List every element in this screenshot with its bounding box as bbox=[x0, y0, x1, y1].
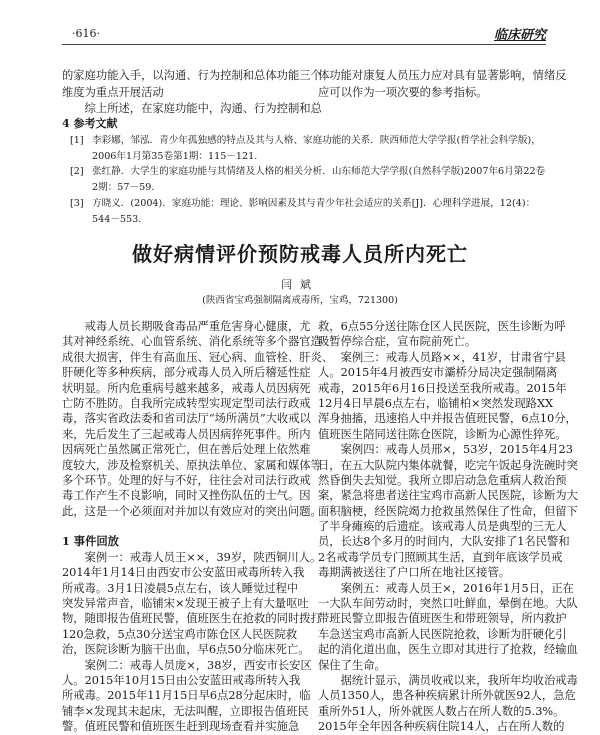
text-line: 起的消化道出血，医生立即对其进行了抢救，经输血 bbox=[318, 643, 578, 657]
reference-number: [3] bbox=[70, 197, 84, 209]
reference-text: 张红静．大学生的家庭功能与其情绪及人格的相关分析．山东师范大学学报(自然科学版)2007年6月第22卷2期：57－59. bbox=[92, 166, 546, 194]
text-line: 重所外51人，所外就医人数占在所人数的5.3%。 bbox=[318, 704, 565, 718]
text-line: 案例二：戒毒人员庞×，38岁，西安市长安区 bbox=[84, 658, 312, 672]
text-line: 案，紧急将患者送往宝鸡市高新人民医院，诊断为大 bbox=[318, 489, 578, 503]
paragraph bbox=[318, 581, 578, 673]
paragraph bbox=[62, 658, 312, 735]
text-line: 一大队车间劳动时，突然口吐鲜血，晕倒在地。大队 bbox=[318, 597, 578, 611]
text-line: 案例三：戒毒人员路××，41岁，甘肃省宁县 bbox=[340, 350, 566, 364]
text-line: 案例四：戒毒人员邢×，53岁，2015年4月23 bbox=[340, 443, 573, 457]
text-line: 所戒毒。2015年11月15日早6点28分起床时，临 bbox=[62, 689, 311, 703]
text-line: 人员1350人，患各种疾病累计所外就医92人，急危 bbox=[318, 689, 576, 703]
text-line: 体功能对康复人员压力应对具有显著影响，情绪反 bbox=[318, 69, 567, 82]
paragraph bbox=[318, 350, 577, 442]
paragraph bbox=[318, 442, 578, 581]
text-line: 警。值班民警和值班医生赶到现场查看并实施急 bbox=[62, 720, 300, 734]
text-line: 120急救，5点30分送宝鸡市陈仓区人民医院救 bbox=[62, 627, 298, 641]
blank-line bbox=[62, 519, 296, 534]
article-left-column bbox=[62, 319, 334, 735]
text-line: 了半身瘫痪的后遗症。该戒毒人员是典型的三无人 bbox=[318, 520, 567, 534]
reference-item bbox=[62, 164, 546, 196]
text-line: 毒，落实省政法委和省司法厅“场所满员”大收戒以 bbox=[62, 412, 311, 426]
text-line: 因病死亡虽然属正常死亡，但在善后处理上依然难 bbox=[62, 443, 311, 457]
text-line: 度较大，涉及检察机关、原执法单位、家属和媒体等 bbox=[62, 458, 322, 472]
text-line: 车急送宝鸡市高新人民医院抢救，诊断为肝硬化引 bbox=[318, 627, 567, 641]
text-line: 2名戒毒学员专门照顾其生活，直到年底该学员戒 bbox=[318, 550, 563, 564]
text-line: 综上所述，在家庭功能中，沟通、行为控制和总 bbox=[84, 102, 322, 116]
paragraph bbox=[62, 68, 322, 101]
prev-article-left-column bbox=[62, 68, 322, 118]
text-line: 然昏倒失去知觉。我所立即启动急危重病人救治预 bbox=[318, 473, 567, 487]
text-line: 日，在五大队院内集体就餐，吃完午饭起身洗碗时突 bbox=[318, 458, 578, 472]
text-line: 面积脑梗，经医院竭力抢救虽然保住了性命，但留下 bbox=[318, 504, 578, 518]
text-line: 员，长达8个多月的时间内，大队安排了1名民警和 bbox=[318, 535, 570, 549]
text-line: 值班医生陪同送往陈仓医院，诊断为心源性猝死。 bbox=[318, 427, 567, 441]
reference-item bbox=[62, 196, 546, 228]
article-right-column bbox=[318, 319, 578, 735]
text-line: 据统计显示，满员收戒以来，我所年均收治戒毒 bbox=[340, 673, 578, 687]
reference-number: [2] bbox=[70, 166, 84, 178]
text-line: 毒工作产生不良影响，同时又挫伤队伍的士气。因 bbox=[62, 489, 311, 503]
journal-section: 临床研究 bbox=[493, 28, 546, 43]
reference-item bbox=[62, 133, 546, 165]
references bbox=[62, 116, 546, 228]
header-rule bbox=[62, 44, 546, 45]
text-line: 保住了生命。 bbox=[318, 658, 386, 672]
reference-list bbox=[62, 133, 546, 228]
paragraph bbox=[318, 673, 578, 735]
text-line: 戒毒，2015年6月16日投送至我所戒毒。2015年 bbox=[318, 381, 567, 395]
text-line: 12月4日早晨6点左右，临铺柏×突然发现路XX bbox=[318, 396, 554, 410]
article-title: 做好病情评价预防戒毒人员所内死亡 bbox=[132, 242, 468, 266]
text-line: 吸暂停综合症，宣布院前死亡。 bbox=[318, 335, 477, 349]
text-line: 维度为重点开展活动 bbox=[62, 85, 164, 99]
text-line: 戒毒人员长期吸食毒品严重危害身心健康，尤 bbox=[84, 320, 311, 333]
text-line: 铺李×发现其未起床，无法叫醒，立即报告值班民 bbox=[62, 704, 309, 718]
text-line: 毒期满被送往了户口所在地社区接管。 bbox=[318, 566, 511, 580]
text-line: 带班民警立即报告值班医生和带班领导，所内救护 bbox=[318, 612, 567, 626]
text-line: 的家庭功能入手，以沟通、行为控制和总体功能三个 bbox=[62, 69, 322, 82]
reference-text: 李彩娜，邹泓．青少年孤独感的特点及其与人格、家庭功能的关系．陕西师范大学学报(哲学社会科学版)，2006年1月第35卷第1期：115－121. bbox=[92, 134, 541, 162]
text-line: 案例一：戒毒人员王××，39岁，陕西铜川人。 bbox=[84, 550, 322, 564]
text-line: 突发异常声音，临铺宋×发现王被子上有大量呕吐 bbox=[62, 597, 309, 611]
article-author: 闫斌 bbox=[281, 278, 319, 291]
text-line: 2014年1月14日由西安市公安蓝田戒毒所转入我 bbox=[62, 566, 305, 580]
article-affiliation: (陕西省宝鸡强制隔离戒毒所，宝鸡，721300) bbox=[202, 295, 398, 306]
page-number: ·616· bbox=[72, 27, 100, 40]
reference-text: 方晓义．(2004)．家庭功能：理论、影响因素及其与青少年社会适应的关系[J]．心理科学进展，12(4)：544－553. bbox=[92, 197, 536, 225]
text-line: 2015年全年因各种疾病住院14人，占在所人数的 bbox=[318, 720, 565, 734]
text-line: 案例五：戒毒人员王×，2016年1月5日，正在 bbox=[340, 581, 574, 595]
prev-article-right-column bbox=[318, 68, 567, 101]
text-line: 浑身抽搐，迅速掐人中并报告值班民警，6点10分， bbox=[318, 412, 577, 426]
text-line: 来，先后发生了三起戒毒人员因病猝死事件。所内 bbox=[62, 427, 311, 441]
section-heading: 1 事件回放 bbox=[62, 534, 119, 549]
text-line: 应可以作为一项次要的参考指标。 bbox=[318, 85, 488, 99]
text-line: 成很大损害，伴生有高血压、冠心病、血管栓、肝炎、 bbox=[62, 350, 334, 364]
text-line: 肝硬化等多种疾病，部分戒毒人员入所后稽延性症 bbox=[62, 366, 311, 380]
text-line: 人。2015年4月被西安市灞桥分局决定强制隔离 bbox=[318, 366, 558, 380]
paragraph bbox=[62, 319, 334, 519]
text-line: 物，随即报告值班民警，值班医生在抢救的同时拨打 bbox=[62, 612, 322, 626]
text-line: 救，6点55分送往陈仓区人民医院，医生诊断为呼 bbox=[318, 320, 566, 333]
text-line: 人。2015年10月15日由公安蓝田戒毒所转入我 bbox=[62, 673, 301, 687]
paragraph bbox=[318, 319, 566, 350]
paragraph bbox=[62, 550, 322, 658]
text-line: 多个环节。处理的好与不好，往往会对司法行政戒 bbox=[62, 473, 311, 487]
reference-number: [1] bbox=[70, 134, 84, 146]
text-line: 其对神经系统、心血管系统、消化系统等多个器官造 bbox=[62, 335, 322, 349]
text-line: 状明显。所内危重病号越来越多，戒毒人员因病死 bbox=[62, 381, 311, 395]
text-line: 此，这是一个必须面对并加以有效应对的突出问题。 bbox=[62, 504, 322, 518]
references-heading: 4 参考文献 bbox=[62, 117, 118, 130]
paragraph bbox=[318, 68, 567, 101]
text-line: 亡防不胜防。自我所完成转型实现定型司法行政戒 bbox=[62, 396, 311, 410]
text-line: 治，医院诊断为脑干出血，早6点50分临床死亡。 bbox=[62, 643, 310, 657]
text-line: 所戒毒。3月1日凌晨5点左右，该人睡觉过程中 bbox=[62, 581, 299, 595]
